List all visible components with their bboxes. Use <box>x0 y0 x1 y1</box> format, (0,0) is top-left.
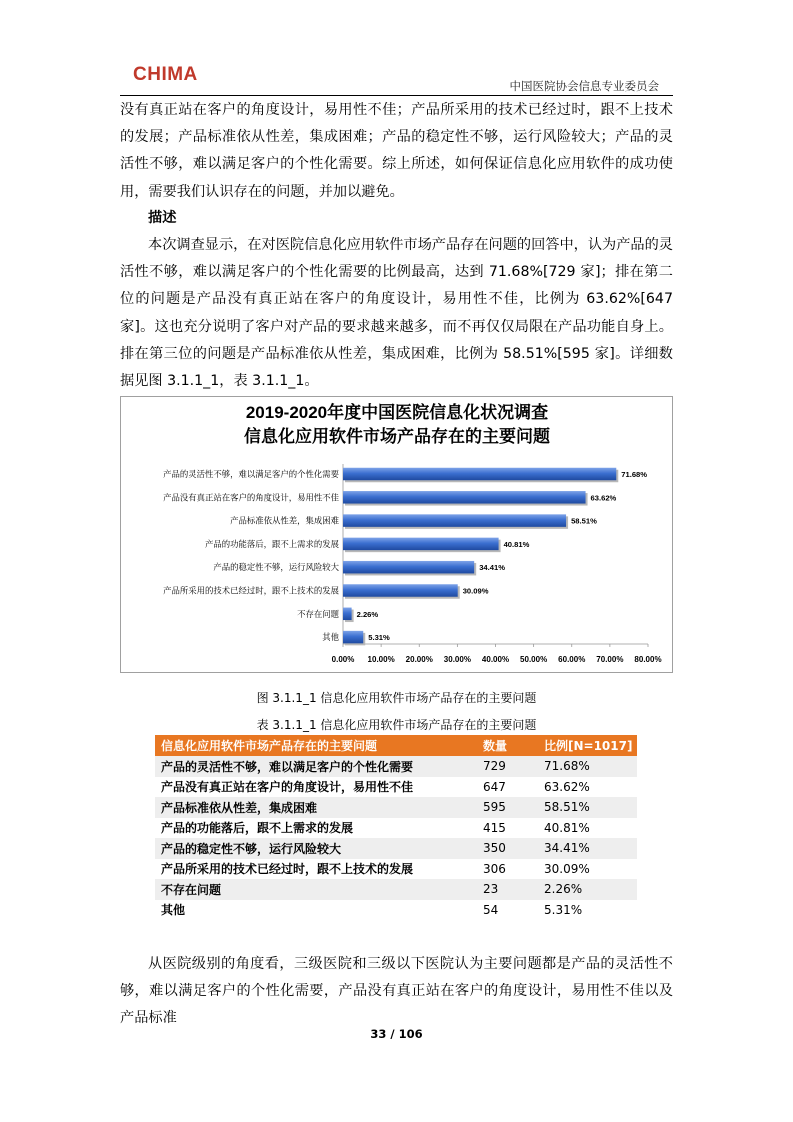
table-row <box>155 797 637 818</box>
table-cell-category: 产品所采用的技术已经过时，跟不上技术的发展 <box>155 859 477 880</box>
x-tick-label: 30.00% <box>443 655 471 664</box>
table-cell-count: 647 <box>477 777 538 798</box>
table-cell-category: 产品的功能落后，跟不上需求的发展 <box>155 818 477 839</box>
bar <box>343 514 566 527</box>
x-tick-label: 50.00% <box>520 655 548 664</box>
x-tick-label: 20.00% <box>405 655 433 664</box>
table-row <box>155 777 637 798</box>
table-row <box>155 900 637 921</box>
table-header-row <box>155 735 637 756</box>
table-header-category: 信息化应用软件市场产品存在的主要问题 <box>155 735 477 756</box>
value-label: 30.09% <box>462 586 489 596</box>
chima-logo: CHIMA <box>133 64 198 85</box>
paragraph-description: 本次调查显示，在对医院信息化应用软件市场产品存在问题的回答中，认为产品的灵活性不够，难以满足客户的个性化需要的比例最高，达到 71.68%[729 家]；排在第二位的问题是产品没有真正站在客户的角度设计，易用性不佳，比例为 63.62%[647 家]。这也充分说明了客户对产品的要求越来越多，而不再仅仅局限在产品功能自身上。排在第三位的问题是产品标准依从性差，集成困难，比例为 58.51%[595 家]。详细数据见图 3.1.1_1，表 3.1.1_1。 <box>120 237 673 390</box>
table-cell-category: 产品的灵活性不够，难以满足客户的个性化需要 <box>155 756 477 777</box>
category-label: 产品标准依从性差，集成困难 <box>230 515 339 526</box>
table-cell-count: 415 <box>477 818 538 839</box>
table-cell-ratio: 63.62% <box>538 777 637 798</box>
x-tick-label: 80.00% <box>634 655 662 664</box>
x-tick-label: 10.00% <box>367 655 395 664</box>
table-row <box>155 818 637 839</box>
table-row <box>155 859 637 880</box>
table-header-ratio: 比例[N=1017] <box>538 735 637 756</box>
chart-title-line1: 2019-2020年度中国医院信息化状况调查 <box>245 403 549 422</box>
value-label: 63.62% <box>590 493 617 503</box>
bar <box>343 631 363 644</box>
table-cell-count: 350 <box>477 838 538 859</box>
figure-caption: 图 3.1.1_1 信息化应用软件市场产品存在的主要问题 <box>256 691 537 705</box>
value-label: 2.26% <box>356 609 379 619</box>
section-heading: 描述 <box>148 210 177 226</box>
table-cell-count: 595 <box>477 797 538 818</box>
bar <box>343 491 586 504</box>
table-cell-count: 729 <box>477 756 538 777</box>
page-number: 33 / 106 <box>370 1027 423 1041</box>
table-row <box>155 879 637 900</box>
bar <box>343 608 352 621</box>
bar <box>343 468 616 481</box>
header-divider <box>120 95 673 96</box>
paragraph-intro: 没有真正站在客户的角度设计，易用性不佳；产品所采用的技术已经过时，跟不上技术的发展；产品标准依从性差，集成困难；产品的稳定性不够，运行风险较大；产品的灵活性不够，难以满足客户的个性化需要。综上所述，如何保证信息化应用软件的成功使用，需要我们认识存在的问题，并加以避免。 <box>120 102 673 200</box>
table-row <box>155 838 637 859</box>
table-cell-ratio: 71.68% <box>538 756 637 777</box>
table-row <box>155 756 637 777</box>
table-caption: 表 3.1.1_1 信息化应用软件市场产品存在的主要问题 <box>256 718 537 732</box>
table-cell-count: 54 <box>477 900 538 921</box>
paragraph-hospital-level: 从医院级别的角度看，三级医院和三级以下医院认为主要问题都是产品的灵活性不够，难以满足客户的个性化需要，产品没有真正站在客户的角度设计，易用性不佳以及产品标准 <box>120 956 673 1027</box>
table-cell-category: 产品的稳定性不够，运行风险较大 <box>155 838 477 859</box>
value-label: 34.41% <box>479 563 505 573</box>
table-cell-ratio: 30.09% <box>538 859 637 880</box>
value-label: 71.68% <box>621 470 648 479</box>
table-cell-category: 不存在问题 <box>155 879 477 900</box>
bar-chart <box>120 396 673 673</box>
bar <box>343 561 474 574</box>
category-label: 产品没有真正站在客户的角度设计，易用性不佳 <box>163 492 339 503</box>
bar-chart-canvas <box>121 397 674 674</box>
x-tick-label: 0.00% <box>331 655 355 664</box>
x-tick-label: 70.00% <box>596 655 624 664</box>
organization-name: 中国医院协会信息专业委员会 <box>509 79 659 93</box>
table-cell-category: 产品没有真正站在客户的角度设计，易用性不佳 <box>155 777 477 798</box>
category-label: 产品的灵活性不够，难以满足客户的个性化需要 <box>163 469 339 479</box>
table-cell-count: 23 <box>477 879 538 900</box>
table-cell-ratio: 2.26% <box>538 879 637 900</box>
x-tick-label: 60.00% <box>558 655 586 664</box>
bar <box>343 538 499 551</box>
table-cell-ratio: 5.31% <box>538 900 637 921</box>
x-tick-label: 40.00% <box>481 655 510 664</box>
category-label: 其他 <box>322 632 339 643</box>
chart-title-line2: 信息化应用软件市场产品存在的主要问题 <box>244 427 550 446</box>
table-cell-category: 产品标准依从性差，集成困难 <box>155 797 477 818</box>
data-table <box>155 735 637 920</box>
value-label: 40.81% <box>503 539 530 549</box>
value-label: 5.31% <box>368 633 390 643</box>
value-label: 58.51% <box>571 516 597 526</box>
table-cell-category: 其他 <box>155 900 477 921</box>
category-label: 产品的功能落后，跟不上需求的发展 <box>205 538 339 549</box>
table-cell-ratio: 40.81% <box>538 818 637 839</box>
table-cell-ratio: 34.41% <box>538 838 637 859</box>
table-header-count: 数量 <box>477 735 538 756</box>
category-label: 产品的稳定性不够，运行风险较大 <box>213 562 339 573</box>
table-cell-count: 306 <box>477 859 538 880</box>
bar <box>343 584 458 597</box>
category-label: 产品所采用的技术已经过时，跟不上技术的发展 <box>163 585 339 596</box>
category-label: 不存在问题 <box>297 608 339 619</box>
table-cell-ratio: 58.51% <box>538 797 637 818</box>
